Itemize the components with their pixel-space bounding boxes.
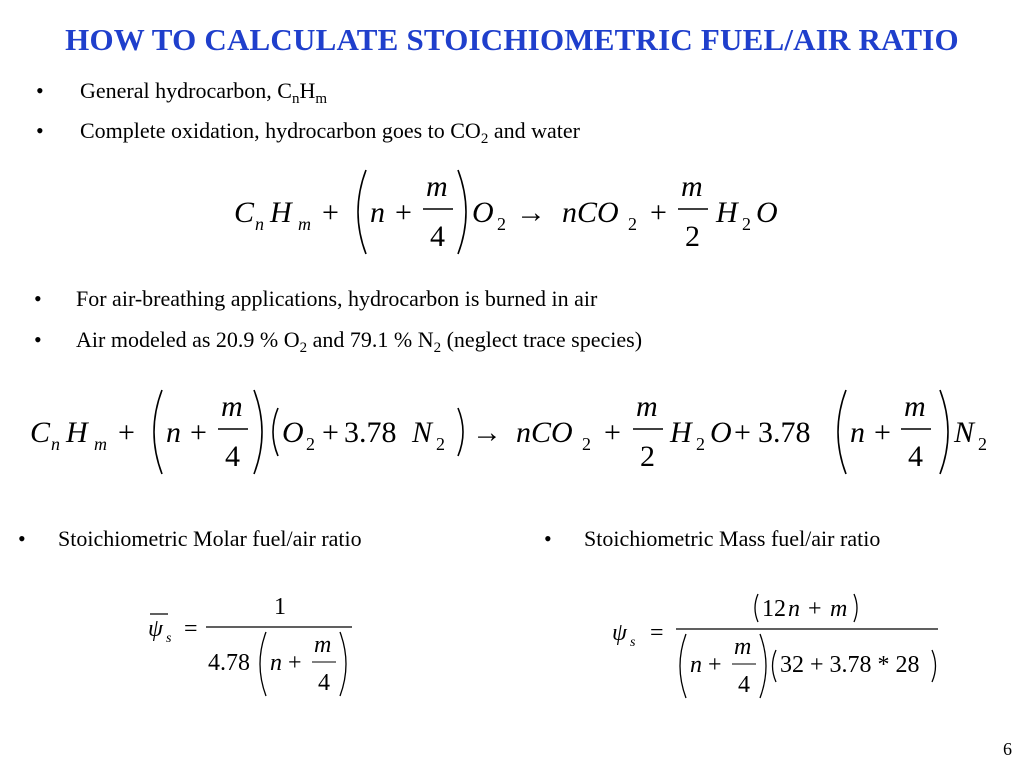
eq2-H2O-H: H xyxy=(670,416,692,449)
eq1-n: n xyxy=(370,196,385,229)
eq1-rparen xyxy=(458,170,466,254)
eq2-coef2: 3.78 xyxy=(758,416,811,449)
eq4-den-terms: 32 + 3.78 * 28 xyxy=(780,652,920,678)
eq2-C: C xyxy=(30,416,51,449)
eq3-sub-s: s xyxy=(166,631,172,646)
bullet-text: Air modeled as 20.9 % $O_2$ and 79.1 % $N_2$ (neglect trace species) xyxy=(76,327,643,356)
eq2-coef1: 3.78 xyxy=(344,416,397,449)
eq2-rparen2 xyxy=(458,408,463,456)
eq2-frac2-m: m xyxy=(636,390,658,423)
eq2-H2O-O: O xyxy=(710,416,732,449)
eq2-sub-2a: 2 xyxy=(306,434,315,454)
eq2-plus1: + xyxy=(118,416,135,449)
bullet-dot: • xyxy=(36,118,44,143)
eq3-frac-m: m xyxy=(314,632,332,658)
eq2-plus5: + xyxy=(734,416,751,449)
eq3-rparen xyxy=(340,632,346,696)
eq4-den-plus: + xyxy=(708,652,722,678)
page-number: 6 xyxy=(1003,739,1012,759)
slide-title: HOW TO CALCULATE STOICHIOMETRIC FUEL/AIR RATIO xyxy=(65,22,959,57)
bullet-text: Stoichiometric Molar fuel/air ratio xyxy=(58,526,362,551)
eq2-sub-m: m xyxy=(94,434,107,454)
eq2-sub-2e: 2 xyxy=(978,434,987,454)
eq1-sub-n: n xyxy=(255,214,264,234)
eq2-lparen3 xyxy=(838,390,846,474)
eq3-frac-4: 4 xyxy=(318,670,330,696)
eq2-lparen1 xyxy=(154,390,162,474)
eq1-frac2-2: 2 xyxy=(685,220,700,253)
eq1-O: O xyxy=(472,196,494,229)
eq2-sub-2c: 2 xyxy=(582,434,591,454)
eq2-plus2: + xyxy=(190,416,207,449)
eq1-plus1: + xyxy=(322,196,339,229)
eq2-rparen1 xyxy=(254,390,262,474)
bullet-text: For air-breathing applications, hydrocarbon is burned in air xyxy=(76,286,598,311)
eq2-nCO: nCO xyxy=(516,416,573,449)
eq3-lparen xyxy=(260,632,266,696)
bullet-text: Complete oxidation, hydrocarbon goes to $CO_2$ and water xyxy=(80,118,580,147)
eq4-den-rparen1 xyxy=(760,634,766,698)
eq1-lparen xyxy=(358,170,366,254)
eq2-lparen2 xyxy=(273,408,278,456)
eq3-n: n xyxy=(270,650,282,676)
eq4-den-m: m xyxy=(734,634,752,660)
eq1-H2O-O: O xyxy=(756,196,778,229)
eq3-psi: ψ xyxy=(148,616,163,642)
bullet-dot: • xyxy=(36,78,44,103)
eq4-num-plus: + xyxy=(808,596,822,622)
eq2-frac2-2: 2 xyxy=(640,440,655,473)
eq1-sub-2a: 2 xyxy=(497,214,506,234)
eq4-num-n: n xyxy=(788,596,800,622)
eq1-frac-4: 4 xyxy=(430,220,445,253)
eq2-plus4: + xyxy=(604,416,621,449)
eq2-frac3-m: m xyxy=(904,390,926,423)
eq1-H: H xyxy=(270,196,292,229)
eq1-arrow: → xyxy=(516,196,546,229)
eq1-frac-m: m xyxy=(426,170,448,203)
bullet-text: Stoichiometric Mass fuel/air ratio xyxy=(584,526,881,551)
eq1-sub-2b: 2 xyxy=(628,214,637,234)
eq2-sub-2d: 2 xyxy=(696,434,705,454)
eq4-den-lparen1 xyxy=(680,634,686,698)
bullet-dot: • xyxy=(34,327,42,352)
eq2-N2: N xyxy=(954,416,975,449)
eq1-plus2: + xyxy=(395,196,412,229)
bullet-text: General hydrocarbon, $C_nH_m$ xyxy=(80,78,328,107)
eq2-n: n xyxy=(166,416,181,449)
eq4-num-12: 12 xyxy=(762,596,786,622)
eq2-rparen3 xyxy=(940,390,948,474)
eq2-N: N xyxy=(412,416,433,449)
eq4-num-rparen xyxy=(854,594,857,622)
eq1-plus3: + xyxy=(650,196,667,229)
eq1-nCO: nCO xyxy=(562,196,619,229)
eq2-frac3-4: 4 xyxy=(908,440,923,473)
eq1-C: C xyxy=(234,196,255,229)
eq3-one: 1 xyxy=(274,594,286,620)
eq4-psi: ψ xyxy=(612,620,627,646)
eq4-den-4: 4 xyxy=(738,672,750,698)
eq2-sub-n: n xyxy=(51,434,60,454)
eq4-den-n: n xyxy=(690,652,702,678)
eq1-sub-m: m xyxy=(298,214,311,234)
eq2-arrow: → xyxy=(472,416,502,449)
eq3-equals: = xyxy=(184,616,198,642)
eq2-O: O xyxy=(282,416,304,449)
eq4-equals: = xyxy=(650,620,664,646)
eq2-frac-4: 4 xyxy=(225,440,240,473)
eq1-H2O-H: H xyxy=(716,196,738,229)
bullet-dot: • xyxy=(18,526,26,551)
eq2-plus6: + xyxy=(874,416,891,449)
eq4-den-lparen2 xyxy=(773,650,777,682)
eq1-frac2-m: m xyxy=(681,170,703,203)
eq4-sub-s: s xyxy=(630,635,636,650)
eq2-n2: n xyxy=(850,416,865,449)
bullet-dot: • xyxy=(544,526,552,551)
bullet-dot: • xyxy=(34,286,42,311)
eq4-den-rparen2 xyxy=(932,650,936,682)
eq2-plus3: + xyxy=(322,416,339,449)
eq4-num-m: m xyxy=(830,596,848,622)
eq3-coef: 4.78 xyxy=(208,650,250,676)
eq4-num-lparen xyxy=(755,594,758,622)
eq1-sub-2c: 2 xyxy=(742,214,751,234)
eq2-sub-2b: 2 xyxy=(436,434,445,454)
eq3-plus: + xyxy=(288,650,302,676)
eq2-frac-m: m xyxy=(221,390,243,423)
eq2-H: H xyxy=(66,416,88,449)
